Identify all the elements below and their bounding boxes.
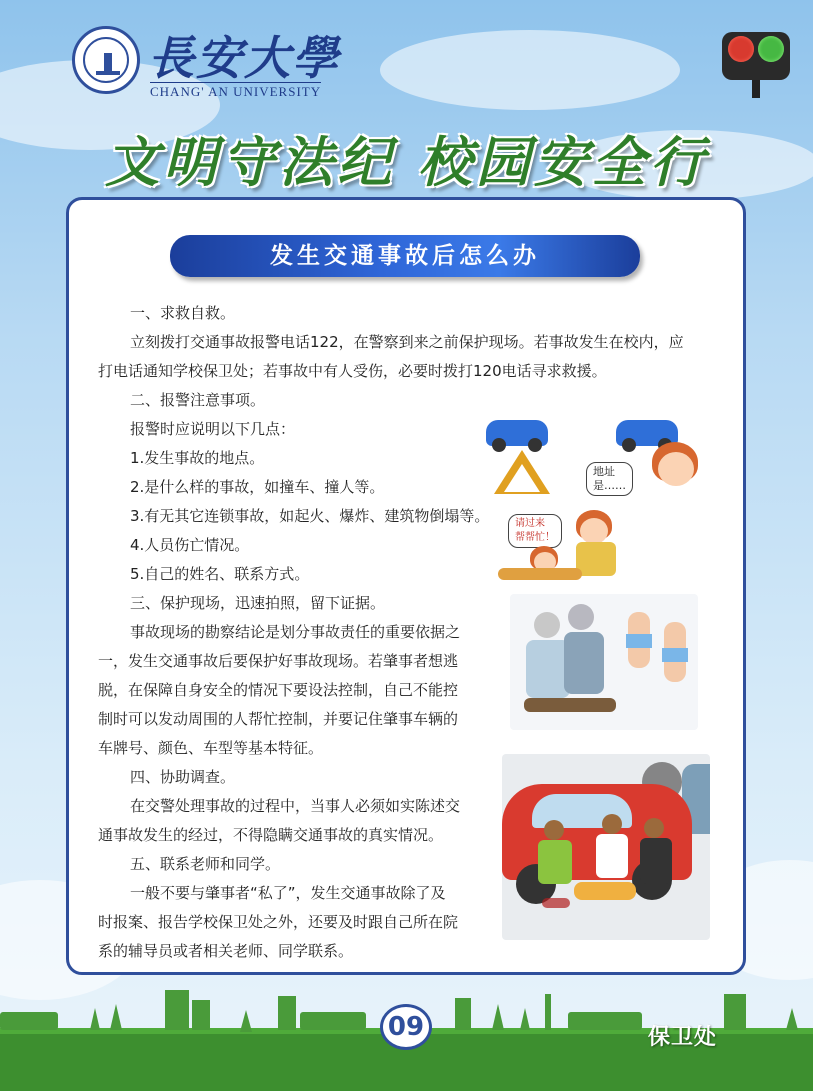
paragraph-line: 立刻拨打交通事故报警电话122，在警察到来之前保护现场。若事故发生在校内，应: [130, 333, 684, 351]
list-item: 1.发生事故的地点。: [130, 449, 265, 467]
paragraph-line: 时报案、报告学校保卫处之外，还要及时跟自己所在院: [98, 913, 459, 931]
university-name-cn: 長安大學: [148, 31, 340, 85]
page-number: 09: [380, 1004, 432, 1050]
paragraph-line: 一般不要与肇事者“私了”，发生交通事故除了及: [130, 884, 446, 902]
cloud: [380, 30, 680, 110]
list-item: 5.自己的姓名、联系方式。: [130, 565, 310, 583]
paragraph-line: 事故现场的勘察结论是划分事故责任的重要依据之: [130, 623, 461, 641]
paragraph-line: 在交警处理事故的过程中，当事人必须如实陈述交: [130, 797, 461, 815]
paragraph-line: 通事故发生的经过，不得隐瞒交通事故的真实情况。: [98, 826, 444, 844]
department-name: 保卫处: [648, 1025, 718, 1050]
section-heading: 三、保护现场，迅速拍照，留下证据。: [130, 594, 386, 612]
slogan: 文明守法纪 校园安全行: [105, 131, 708, 194]
section-heading: 四、协助调查。: [130, 768, 236, 786]
list-item: 2.是什么样的事故，如撞车、撞人等。: [130, 478, 385, 496]
university-name-en: CHANG' AN UNIVERSITY: [150, 84, 322, 99]
section-heading: 五、联系老师和同学。: [130, 855, 281, 873]
paragraph-line: 打电话通知学校保卫处；若事故中有人受伤，必要时拨打120电话寻求救援。: [98, 362, 607, 380]
traffic-light-icon: [722, 26, 790, 100]
bandage-illustration: [510, 594, 698, 730]
paragraph-line: 车牌号、颜色、车型等基本特征。: [98, 739, 324, 757]
paragraph-line: 脱，在保障自身安全的情况下要设法控制，自己不能控: [98, 681, 459, 699]
paragraph-line: 制时可以发动周围的人帮忙控制，并要记住肇事车辆的: [98, 710, 459, 728]
list-item: 3.有无其它连锁事故，如起火、爆炸、建筑物倒塌等。: [130, 507, 490, 525]
speech-bubble: 请过来 帮帮忙！: [508, 514, 562, 548]
section-heading: 二、报警注意事项。: [130, 391, 266, 409]
list-item: 4.人员伤亡情况。: [130, 536, 250, 554]
paragraph-line: 报警时应说明以下几点：: [130, 420, 296, 438]
article-title: 发生交通事故后怎么办: [170, 235, 640, 277]
speech-bubble: 地址 是……: [586, 462, 633, 496]
university-seal-icon: [72, 26, 140, 94]
accident-scene-illustration: [502, 754, 710, 940]
paragraph-line: 系的辅导员或者相关老师、同学联系。: [98, 942, 354, 960]
section-heading: 一、求救自救。: [130, 304, 236, 322]
paragraph-line: 一，发生交通事故后要保护好事故现场。若肇事者想逃: [98, 652, 459, 670]
